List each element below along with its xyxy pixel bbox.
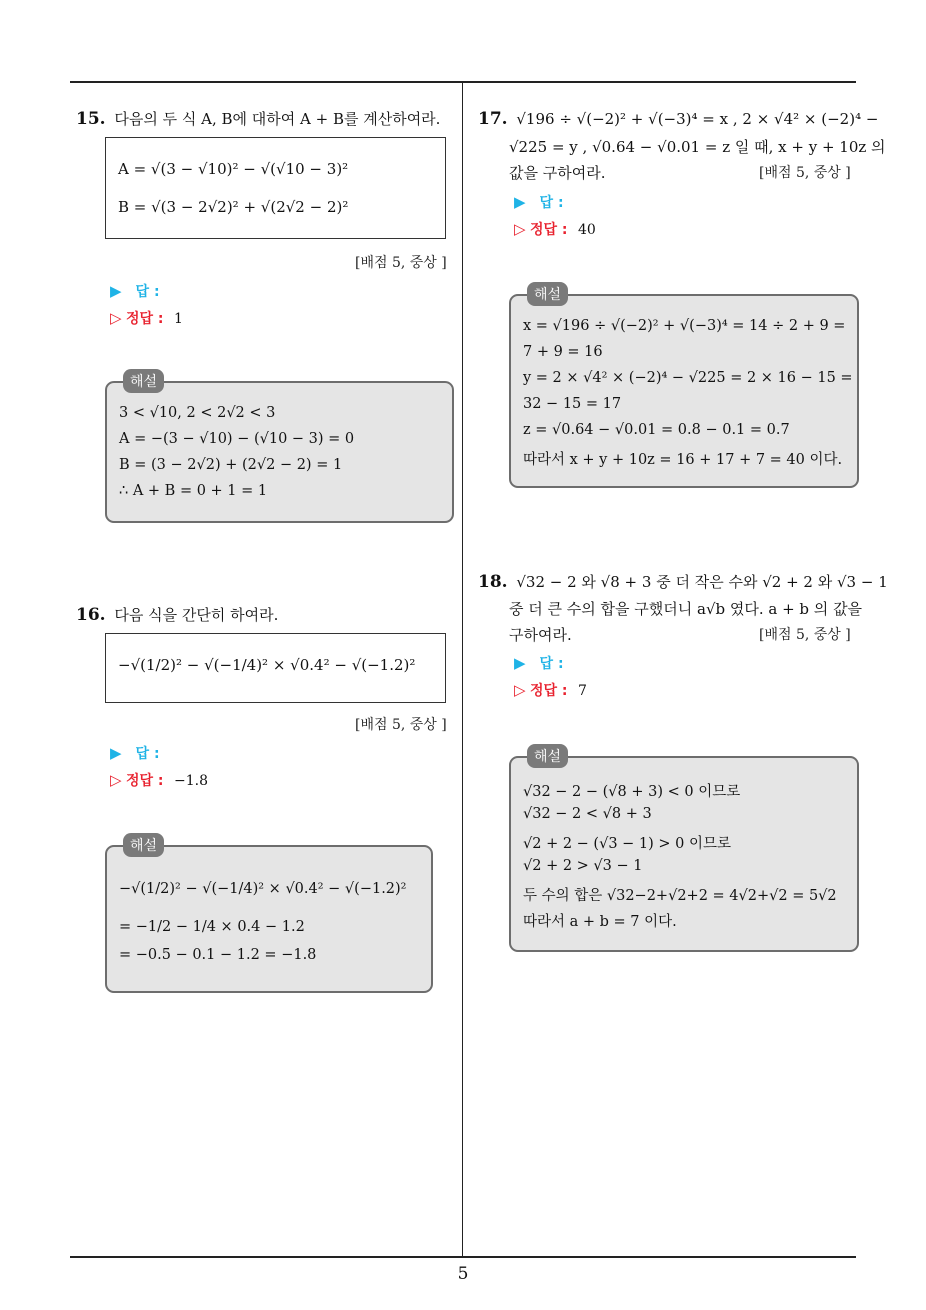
q18-score: [배점 5, 중상 ] [759,627,851,643]
q16-sol-line-1: −√(1/2)² − √(−1/4)² × √0.4² − √(−1.2)² [119,881,407,897]
q15-answer-row [110,281,160,301]
q18-number: 18. [478,572,508,592]
q18-correct-row [514,680,587,700]
q18-solution-box [509,749,859,952]
q17-prompt-line-3: 값을 구하여라. [509,164,606,182]
q18-sol-line-2: √32 − 2 < √8 + 3 [523,806,652,822]
q16-correct-label: 정답 : [126,773,164,789]
q17-sol-line-5: z = √0.64 − √0.01 = 0.8 − 0.1 = 0.7 [523,422,790,438]
correct-arrow-icon: ▷ [514,681,526,699]
answer-arrow-icon: ▶ [110,744,122,762]
top-rule [70,81,856,83]
q18-answer-label: 답 : [539,656,564,672]
q17-prompt-line-2: √225 = y , √0.64 − √0.01 = z 일 때, x + y + 10z 의 [509,138,886,156]
q15-box-line-2: B = √(3 − 2√2)² + √(2√2 − 2)² [118,198,349,216]
q17-solution-tag: 해설 [527,282,568,306]
q17-number: 17. [478,109,508,129]
q17-answer-label: 답 : [539,195,564,211]
q16-correct-value: −1.8 [173,773,208,789]
q16-number: 16. [76,605,106,625]
q15-sol-line-4: ∴ A + B = 0 + 1 = 1 [119,483,268,499]
q18-sol-line-6: 따라서 a + b = 7 이다. [523,914,677,930]
q17-sol-line-2: 7 + 9 = 16 [523,344,603,360]
q17-prompt-line-1 [478,106,878,132]
correct-arrow-icon: ▷ [110,771,122,789]
q18-prompt-line-2: 중 더 큰 수의 합을 구했더니 a√b 였다. a + b 의 값을 [509,600,863,618]
correct-arrow-icon: ▷ [110,309,122,327]
q17-correct-label: 정답 : [530,222,568,238]
q15-sol-line-1: 3 < √10, 2 < 2√2 < 3 [119,405,276,421]
column-divider [462,83,463,1258]
q15-solution-tag: 해설 [123,369,164,393]
answer-arrow-icon: ▶ [514,193,526,211]
q17-sol-line-1: x = √196 ÷ √(−2)² + √(−3)⁴ = 14 ÷ 2 + 9 = [523,318,846,334]
q17-correct-value: 40 [577,222,596,238]
q18-prompt-line-3: 구하여라. [509,626,572,644]
q16-prompt-line [76,602,278,628]
q16-expression-box [105,633,446,703]
q16-solution-box [105,838,433,993]
q17-correct-row [514,219,596,239]
q18-sol-line-1: √32 − 2 − (√8 + 3) < 0 이므로 [523,784,741,800]
q17-answer-row [514,192,564,212]
q16-score: [배점 5, 중상 ] [355,717,447,733]
q17-solution-box [509,287,859,488]
q15-prompt-line [76,106,440,132]
q15-sol-line-3: B = (3 − 2√2) + (2√2 − 2) = 1 [119,457,343,473]
q18-sol-line-4: √2 + 2 > √3 − 1 [523,858,643,874]
q15-correct-row [110,308,183,328]
correct-arrow-icon: ▷ [514,220,526,238]
q17-prompt-1: √196 ÷ √(−2)² + √(−3)⁴ = x , 2 × √4² × (−2)⁴ − [516,110,879,128]
q16-box-line-1: −√(1/2)² − √(−1/4)² × √0.4² − √(−1.2)² [118,656,416,674]
q18-answer-row [514,653,564,673]
q15-score: [배점 5, 중상 ] [355,255,447,271]
q18-correct-label: 정답 : [530,683,568,699]
page-number: 5 [457,1264,469,1284]
q15-box-line-1: A = √(3 − √10)² − √(√10 − 3)² [118,160,349,178]
q15-correct-value: 1 [173,311,183,327]
q18-sol-line-5: 두 수의 합은 √32−2+√2+2 = 4√2+√2 = 5√2 [523,888,837,904]
q16-answer-row [110,743,160,763]
q15-number: 15. [76,109,106,129]
q15-prompt: 다음의 두 식 A, B에 대하여 A + B를 계산하여라. [114,110,441,128]
bottom-rule [70,1256,856,1258]
q15-solution-box [105,374,454,523]
q18-prompt-line-1 [478,569,888,595]
q16-prompt: 다음 식을 간단히 하여라. [114,606,279,624]
q15-expression-box [105,137,446,239]
q18-sol-line-3: √2 + 2 − (√3 − 1) > 0 이므로 [523,836,732,852]
q17-sol-line-4: 32 − 15 = 17 [523,396,622,412]
q18-prompt-1: √32 − 2 와 √8 + 3 중 더 작은 수와 √2 + 2 와 √3 − 1 [516,573,888,591]
q16-answer-label: 답 : [135,746,160,762]
q16-sol-line-2: = −1/2 − 1/4 × 0.4 − 1.2 [119,919,305,935]
answer-arrow-icon: ▶ [110,282,122,300]
q18-correct-value: 7 [577,683,587,699]
q16-sol-line-3: = −0.5 − 0.1 − 1.2 = −1.8 [119,947,317,963]
q15-sol-line-2: A = −(3 − √10) − (√10 − 3) = 0 [119,431,355,447]
q15-correct-label: 정답 : [126,311,164,327]
q18-solution-tag: 해설 [527,744,568,768]
answer-arrow-icon: ▶ [514,654,526,672]
q16-solution-tag: 해설 [123,833,164,857]
q15-answer-label: 답 : [135,284,160,300]
q17-sol-line-6: 따라서 x + y + 10z = 16 + 17 + 7 = 40 이다. [523,452,843,468]
q17-sol-line-3: y = 2 × √4² × (−2)⁴ − √225 = 2 × 16 − 15 = [523,370,853,386]
q17-score: [배점 5, 중상 ] [759,165,851,181]
q16-correct-row [110,770,208,790]
